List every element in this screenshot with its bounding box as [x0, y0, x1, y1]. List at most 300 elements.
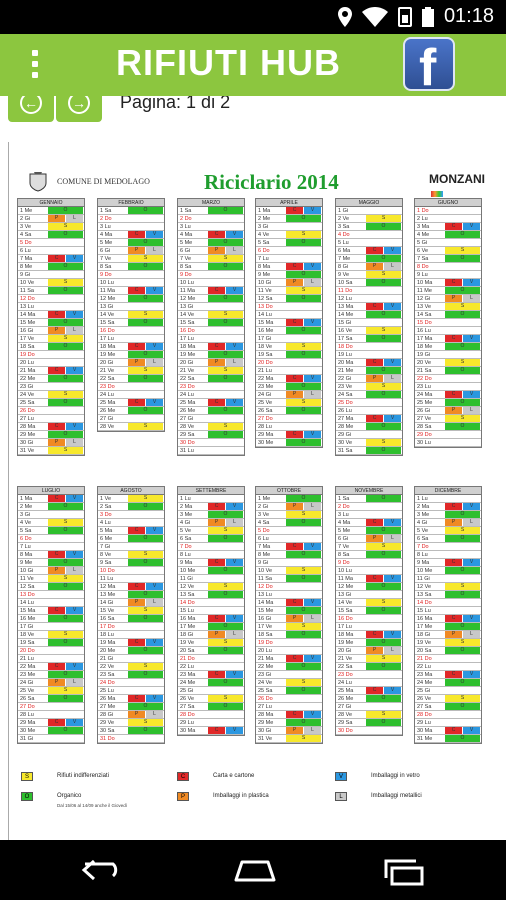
- day-row: [256, 671, 322, 679]
- day-label: 6 Sa: [180, 536, 192, 542]
- day-label: 28 Ma: [258, 712, 274, 718]
- collection-chips: [445, 647, 481, 654]
- day-label: 17 Gi: [20, 624, 34, 630]
- day-row: [178, 551, 244, 559]
- collection-chips: [366, 215, 402, 222]
- collection-chip: S: [208, 255, 244, 262]
- facebook-icon[interactable]: f: [403, 37, 455, 91]
- collection-chips: [208, 671, 244, 678]
- collection-chips: [208, 351, 244, 358]
- month-header: SETTEMBRE: [178, 487, 244, 495]
- day-row: [336, 223, 402, 231]
- day-row: [98, 495, 164, 503]
- collection-chips: [286, 279, 322, 286]
- day-row: [98, 271, 164, 279]
- collection-chip: C: [208, 503, 226, 510]
- collection-chip: O: [366, 223, 402, 230]
- day-label: 25 Gi: [417, 688, 431, 694]
- collection-chip: C: [208, 559, 226, 566]
- collection-chip: C: [208, 727, 226, 734]
- recents-icon[interactable]: [382, 858, 426, 886]
- day-label: 20 Do: [258, 360, 273, 366]
- day-label: 27 Do: [20, 704, 35, 710]
- collection-chips: [366, 311, 402, 318]
- day-row: [18, 631, 84, 639]
- day-row: [256, 599, 322, 607]
- day-label: 18 Me: [417, 344, 433, 350]
- day-label: 17 Sa: [338, 336, 353, 342]
- collection-chips: [48, 335, 84, 342]
- day-row: [256, 639, 322, 647]
- collection-chips: [445, 503, 481, 510]
- collection-chip: O: [208, 591, 244, 598]
- collection-chip: O: [208, 407, 244, 414]
- day-label: 17 Gi: [258, 336, 272, 342]
- day-row: [98, 359, 164, 367]
- day-row: [18, 271, 84, 279]
- day-row: [256, 431, 322, 439]
- day-label: 6 Do: [20, 536, 32, 542]
- day-row: [336, 407, 402, 415]
- day-row: [415, 287, 481, 295]
- day-row: [256, 327, 322, 335]
- day-row: [256, 407, 322, 415]
- collection-chips: [208, 375, 244, 382]
- collection-chip: C: [286, 599, 304, 606]
- day-label: 12 Sa: [258, 296, 273, 302]
- collection-chips: [286, 727, 322, 734]
- day-row: [336, 575, 402, 583]
- legend-item: [335, 792, 422, 801]
- collection-chips: [128, 583, 164, 590]
- collection-chips: [286, 735, 322, 742]
- day-label: 12 Me: [180, 296, 196, 302]
- day-label: 16 Do: [100, 328, 115, 334]
- collection-chips: [208, 231, 244, 238]
- collection-chips: [208, 679, 244, 686]
- day-label: 12 Do: [258, 584, 273, 590]
- collection-chips: [286, 431, 322, 438]
- day-label: 24 Gi: [20, 680, 34, 686]
- day-row: [415, 391, 481, 399]
- day-row: [18, 551, 84, 559]
- collection-chips: [208, 703, 244, 710]
- collection-chips: [128, 319, 164, 326]
- collection-chip: V: [463, 391, 481, 398]
- collection-chips: [445, 279, 481, 286]
- day-row: [336, 695, 402, 703]
- collection-chips: [48, 399, 84, 406]
- day-label: 28 Lu: [258, 424, 272, 430]
- month-febbraio: [97, 198, 165, 432]
- day-label: 24 Sa: [338, 392, 353, 398]
- day-row: [415, 583, 481, 591]
- day-row: [18, 623, 84, 631]
- collection-chips: [366, 695, 402, 702]
- calendar-title: Riciclario 2014: [204, 170, 339, 194]
- day-label: 20 Lu: [20, 360, 34, 366]
- collection-chips: [208, 295, 244, 302]
- day-label: 15 Me: [258, 608, 274, 614]
- day-label: 7 Lu: [20, 544, 31, 550]
- collection-chip: P: [48, 679, 66, 686]
- collection-chip: V: [226, 399, 244, 406]
- collection-chip: S: [445, 583, 481, 590]
- collection-chip: C: [128, 231, 146, 238]
- collection-chip: V: [66, 551, 84, 558]
- collection-chips: [128, 727, 164, 734]
- collection-chip: O: [48, 527, 84, 534]
- day-row: [256, 679, 322, 687]
- month-header: GIUGNO: [415, 199, 481, 207]
- day-row: [18, 695, 84, 703]
- day-label: 26 Me: [180, 408, 196, 414]
- collection-chips: [48, 567, 84, 574]
- day-label: 30 Sa: [100, 728, 115, 734]
- collection-chip: O: [128, 263, 164, 270]
- day-label: 22 Ve: [100, 664, 115, 670]
- collection-chips: [286, 495, 322, 502]
- day-label: 30 Ve: [338, 440, 353, 446]
- day-row: [256, 663, 322, 671]
- collection-chip: C: [445, 391, 463, 398]
- day-row: [178, 343, 244, 351]
- collection-chips: [445, 287, 481, 294]
- day-label: 7 Ma: [20, 256, 33, 262]
- day-label: 11 Sa: [258, 576, 272, 582]
- day-row: [98, 367, 164, 375]
- collection-chip: L: [304, 727, 322, 734]
- day-row: [178, 503, 244, 511]
- collection-chip: P: [208, 247, 226, 254]
- previous-page-button[interactable]: [8, 96, 54, 122]
- day-label: 22 Me: [20, 376, 36, 382]
- collection-chips: [48, 719, 84, 726]
- collection-chip: O: [366, 391, 402, 398]
- collection-chips: [286, 631, 322, 638]
- collection-chip: C: [128, 527, 146, 534]
- day-row: [256, 615, 322, 623]
- day-label: 18 Lu: [100, 632, 114, 638]
- collection-chip: S: [48, 391, 84, 398]
- day-label: 16 Ve: [338, 328, 353, 334]
- collection-chip: S: [366, 327, 402, 334]
- collection-chips: [128, 239, 164, 246]
- day-label: 18 Do: [338, 344, 353, 350]
- clock: 01:18: [443, 5, 494, 27]
- day-label: 5 Ve: [417, 528, 429, 534]
- collection-chip: C: [445, 279, 463, 286]
- collection-chip: O: [445, 399, 481, 406]
- day-row: [415, 679, 481, 687]
- collection-chip: V: [66, 663, 84, 670]
- day-label: 4 Ve: [20, 520, 32, 526]
- day-label: 17 Lu: [180, 336, 194, 342]
- day-label: 7 Do: [417, 544, 429, 550]
- legend-label: Imballaggi in plastica: [213, 793, 269, 799]
- day-row: [415, 327, 481, 335]
- day-row: [415, 375, 481, 383]
- collection-chip: V: [226, 231, 244, 238]
- day-label: 2 Ve: [338, 216, 350, 222]
- day-row: [256, 607, 322, 615]
- collection-chips: [366, 263, 402, 270]
- collection-chip: S: [366, 383, 402, 390]
- collection-chips: [286, 567, 322, 574]
- day-label: 20 Me: [100, 648, 116, 654]
- collection-chips: [286, 687, 322, 694]
- collection-chips: [48, 639, 84, 646]
- day-label: 5 Sa: [20, 528, 32, 534]
- day-label: 29 Me: [258, 720, 274, 726]
- collection-chip: S: [208, 639, 244, 646]
- day-row: [415, 607, 481, 615]
- day-label: 7 Sa: [417, 256, 429, 262]
- day-label: 29 Sa: [338, 720, 353, 726]
- collection-chip: V: [304, 655, 322, 662]
- day-row: [256, 223, 322, 231]
- collection-chip: C: [445, 615, 463, 622]
- collection-chip: O: [208, 319, 244, 326]
- collection-chip: C: [366, 519, 384, 526]
- day-row: [18, 607, 84, 615]
- collection-chip: S: [208, 423, 244, 430]
- day-row: [18, 535, 84, 543]
- day-label: 19 Do: [20, 352, 35, 358]
- day-row: [336, 207, 402, 215]
- day-label: 9 Do: [338, 560, 350, 566]
- collection-chips: [366, 495, 402, 502]
- day-label: 6 Sa: [417, 536, 429, 542]
- day-row: [415, 687, 481, 695]
- day-row: [336, 271, 402, 279]
- day-label: 10 Lu: [338, 568, 352, 574]
- collection-chip: C: [286, 711, 304, 718]
- day-row: [178, 527, 244, 535]
- collection-chips: [208, 343, 244, 350]
- collection-chips: [366, 447, 402, 454]
- day-row: [415, 423, 481, 431]
- collection-chips: [445, 527, 481, 534]
- day-label: 4 Me: [417, 232, 430, 238]
- legend-label: Carta e cartone: [213, 773, 255, 779]
- collection-chips: [445, 535, 481, 542]
- day-label: 4 Sa: [20, 232, 32, 238]
- day-label: 5 Me: [180, 240, 193, 246]
- day-row: [256, 287, 322, 295]
- day-label: 4 Ma: [338, 520, 351, 526]
- day-label: 10 Gi: [20, 568, 34, 574]
- day-label: 14 Lu: [258, 312, 272, 318]
- collection-chip: V: [463, 503, 481, 510]
- day-label: 1 Sa: [338, 496, 350, 502]
- collection-chips: [445, 423, 481, 430]
- day-label: 22 Sa: [338, 664, 353, 670]
- day-row: [18, 327, 84, 335]
- collection-chip: P: [366, 647, 384, 654]
- collection-chip: O: [286, 519, 322, 526]
- day-label: 8 Ma: [20, 552, 33, 558]
- day-row: [98, 399, 164, 407]
- collection-chip: P: [445, 631, 463, 638]
- day-row: [336, 287, 402, 295]
- collection-chip: O: [445, 231, 481, 238]
- collection-chips: [445, 519, 481, 526]
- collection-chip: C: [366, 415, 384, 422]
- collection-chips: [366, 639, 402, 646]
- collection-chips: [48, 423, 84, 430]
- day-label: 14 Sa: [417, 312, 432, 318]
- collection-chip: V: [463, 279, 481, 286]
- collection-chips: [48, 631, 84, 638]
- collection-chip: S: [445, 639, 481, 646]
- day-row: [18, 247, 84, 255]
- legend-chip: V: [335, 772, 347, 781]
- day-label: 25 Ma: [338, 688, 354, 694]
- collection-chips: [445, 407, 481, 414]
- day-row: [18, 311, 84, 319]
- collection-chip: S: [128, 607, 164, 614]
- collection-chips: [128, 695, 164, 702]
- day-row: [178, 439, 244, 447]
- collection-chips: [128, 367, 164, 374]
- collection-chips: [128, 599, 164, 606]
- day-row: [98, 279, 164, 287]
- collection-chip: O: [445, 367, 481, 374]
- collection-chip: O: [366, 639, 402, 646]
- day-row: [178, 679, 244, 687]
- collection-chips: [208, 319, 244, 326]
- collection-chips: [208, 423, 244, 430]
- collection-chips: [366, 711, 402, 718]
- day-label: 14 Ve: [180, 312, 195, 318]
- collection-chips: [445, 735, 481, 742]
- collection-chips: [366, 247, 402, 254]
- collection-chips: [48, 687, 84, 694]
- day-label: 19 Ve: [417, 640, 432, 646]
- day-row: [415, 431, 481, 439]
- day-row: [415, 519, 481, 527]
- collection-chip: C: [208, 287, 226, 294]
- collection-chips: [445, 303, 481, 310]
- collection-chips: [366, 359, 402, 366]
- collection-chip: S: [128, 367, 164, 374]
- collection-chip: S: [208, 367, 244, 374]
- month-giugno: [414, 198, 482, 448]
- day-label: 17 Ve: [20, 336, 35, 342]
- collection-chip: V: [463, 671, 481, 678]
- collection-chip: S: [286, 567, 322, 574]
- collection-chip: O: [286, 439, 322, 446]
- day-row: [98, 343, 164, 351]
- collection-chip: V: [463, 335, 481, 342]
- collection-chip: S: [208, 311, 244, 318]
- collection-chips: [445, 583, 481, 590]
- day-label: 23 Ve: [338, 384, 353, 390]
- collection-chips: [128, 719, 164, 726]
- collection-chips: [208, 615, 244, 622]
- day-label: 12 Do: [20, 296, 35, 302]
- day-label: 26 Gi: [417, 408, 431, 414]
- day-label: 11 Do: [338, 288, 353, 294]
- day-row: [415, 639, 481, 647]
- overflow-menu-icon[interactable]: [30, 50, 40, 80]
- day-row: [98, 623, 164, 631]
- day-row: [256, 271, 322, 279]
- day-row: [415, 671, 481, 679]
- day-label: 24 Lu: [338, 680, 352, 686]
- day-row: [178, 591, 244, 599]
- collection-chip: L: [463, 631, 481, 638]
- next-page-button[interactable]: [56, 96, 102, 122]
- day-row: [415, 567, 481, 575]
- day-label: 14 Ma: [258, 600, 274, 606]
- collection-chip: O: [128, 375, 164, 382]
- collection-chip: C: [286, 207, 304, 214]
- collection-chips: [366, 687, 402, 694]
- day-row: [18, 495, 84, 503]
- day-row: [415, 559, 481, 567]
- day-row: [18, 735, 84, 743]
- day-row: [256, 319, 322, 327]
- collection-chips: [445, 367, 481, 374]
- legend-label: Imballaggi metallici: [371, 793, 422, 799]
- day-row: [98, 631, 164, 639]
- day-label: 11 Gi: [417, 576, 430, 582]
- day-label: 23 Do: [338, 672, 353, 678]
- day-row: [178, 567, 244, 575]
- collection-chip: S: [48, 223, 84, 230]
- collection-chips: [366, 255, 402, 262]
- collection-chip: O: [128, 503, 164, 510]
- day-label: 11 Sa: [20, 288, 34, 294]
- day-label: 31 Ve: [258, 736, 273, 742]
- day-row: [336, 335, 402, 343]
- collection-chips: [445, 311, 481, 318]
- collection-chip: L: [463, 519, 481, 526]
- day-row: [415, 399, 481, 407]
- day-row: [178, 727, 244, 735]
- collection-chip: P: [366, 375, 384, 382]
- collection-chip: L: [226, 359, 244, 366]
- day-label: 16 Me: [258, 328, 274, 334]
- day-label: 13 Do: [258, 304, 273, 310]
- day-row: [415, 695, 481, 703]
- day-row: [415, 263, 481, 271]
- back-icon[interactable]: [80, 858, 126, 882]
- collection-chips: [208, 431, 244, 438]
- collection-chip: C: [286, 543, 304, 550]
- collection-chips: [286, 399, 322, 406]
- day-label: 26 Sa: [20, 696, 35, 702]
- day-label: 15 Ve: [100, 608, 115, 614]
- collection-chip: O: [445, 311, 481, 318]
- day-label: 15 Me: [20, 320, 36, 326]
- day-row: [18, 391, 84, 399]
- collection-chip: V: [384, 359, 402, 366]
- collection-chip: L: [384, 375, 402, 382]
- collection-chips: [445, 639, 481, 646]
- day-label: 21 Do: [417, 656, 432, 662]
- day-row: [18, 503, 84, 511]
- day-row: [98, 591, 164, 599]
- day-row: [256, 575, 322, 583]
- day-label: 10 Lu: [180, 280, 194, 286]
- collection-chips: [366, 599, 402, 606]
- home-icon[interactable]: [230, 858, 280, 882]
- day-row: [336, 631, 402, 639]
- calendar-sheet[interactable]: [8, 142, 498, 840]
